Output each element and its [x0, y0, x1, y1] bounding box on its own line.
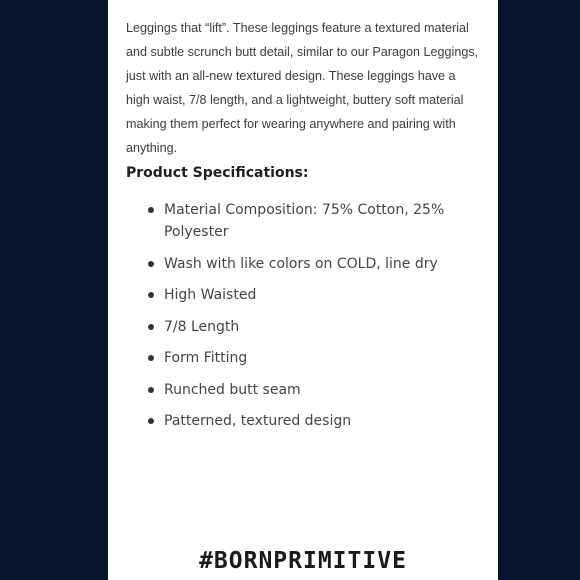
bullet-icon: [148, 324, 154, 330]
bullet-icon: [148, 355, 154, 361]
spec-fit: [148, 347, 468, 369]
spec-design: [148, 410, 468, 432]
bullet-icon: [148, 207, 154, 213]
spec-length: [148, 316, 468, 338]
specifications-heading: Product Specifications:: [126, 165, 309, 181]
spec-text: Form Fitting: [164, 350, 248, 366]
specifications-list: [148, 199, 468, 442]
spec-wash: [148, 253, 468, 275]
brand-hashtag: #BORNPRIMITIVE: [199, 548, 407, 574]
product-details-panel: [108, 0, 498, 580]
bullet-icon: [148, 387, 154, 393]
bullet-icon: [148, 292, 154, 298]
spec-seam: [148, 379, 468, 401]
spec-text: Wash with like colors on COLD, line dry: [164, 255, 438, 272]
bullet-icon: [148, 261, 154, 267]
spec-text: Material Composition: 75% Cotton, 25% Polyester: [164, 202, 445, 240]
spec-text: 7/8 Length: [164, 318, 240, 335]
product-description: Leggings that “lift”. These leggings feature a textured material and subtle scrunch butt detail, similar to our Paragon Leggings, just with an all-new textured design. These leggings have a high waist, 7/8 length, and a lightweight, buttery soft material making them perfect for wearing anywhere and pairing with anything.: [126, 20, 479, 155]
bullet-icon: [148, 418, 154, 424]
spec-text: Runched butt seam: [164, 381, 301, 398]
spec-waist: [148, 284, 468, 306]
spec-material: [148, 199, 468, 243]
spec-text: High Waisted: [164, 287, 257, 303]
spec-text: Patterned, textured design: [164, 413, 352, 429]
